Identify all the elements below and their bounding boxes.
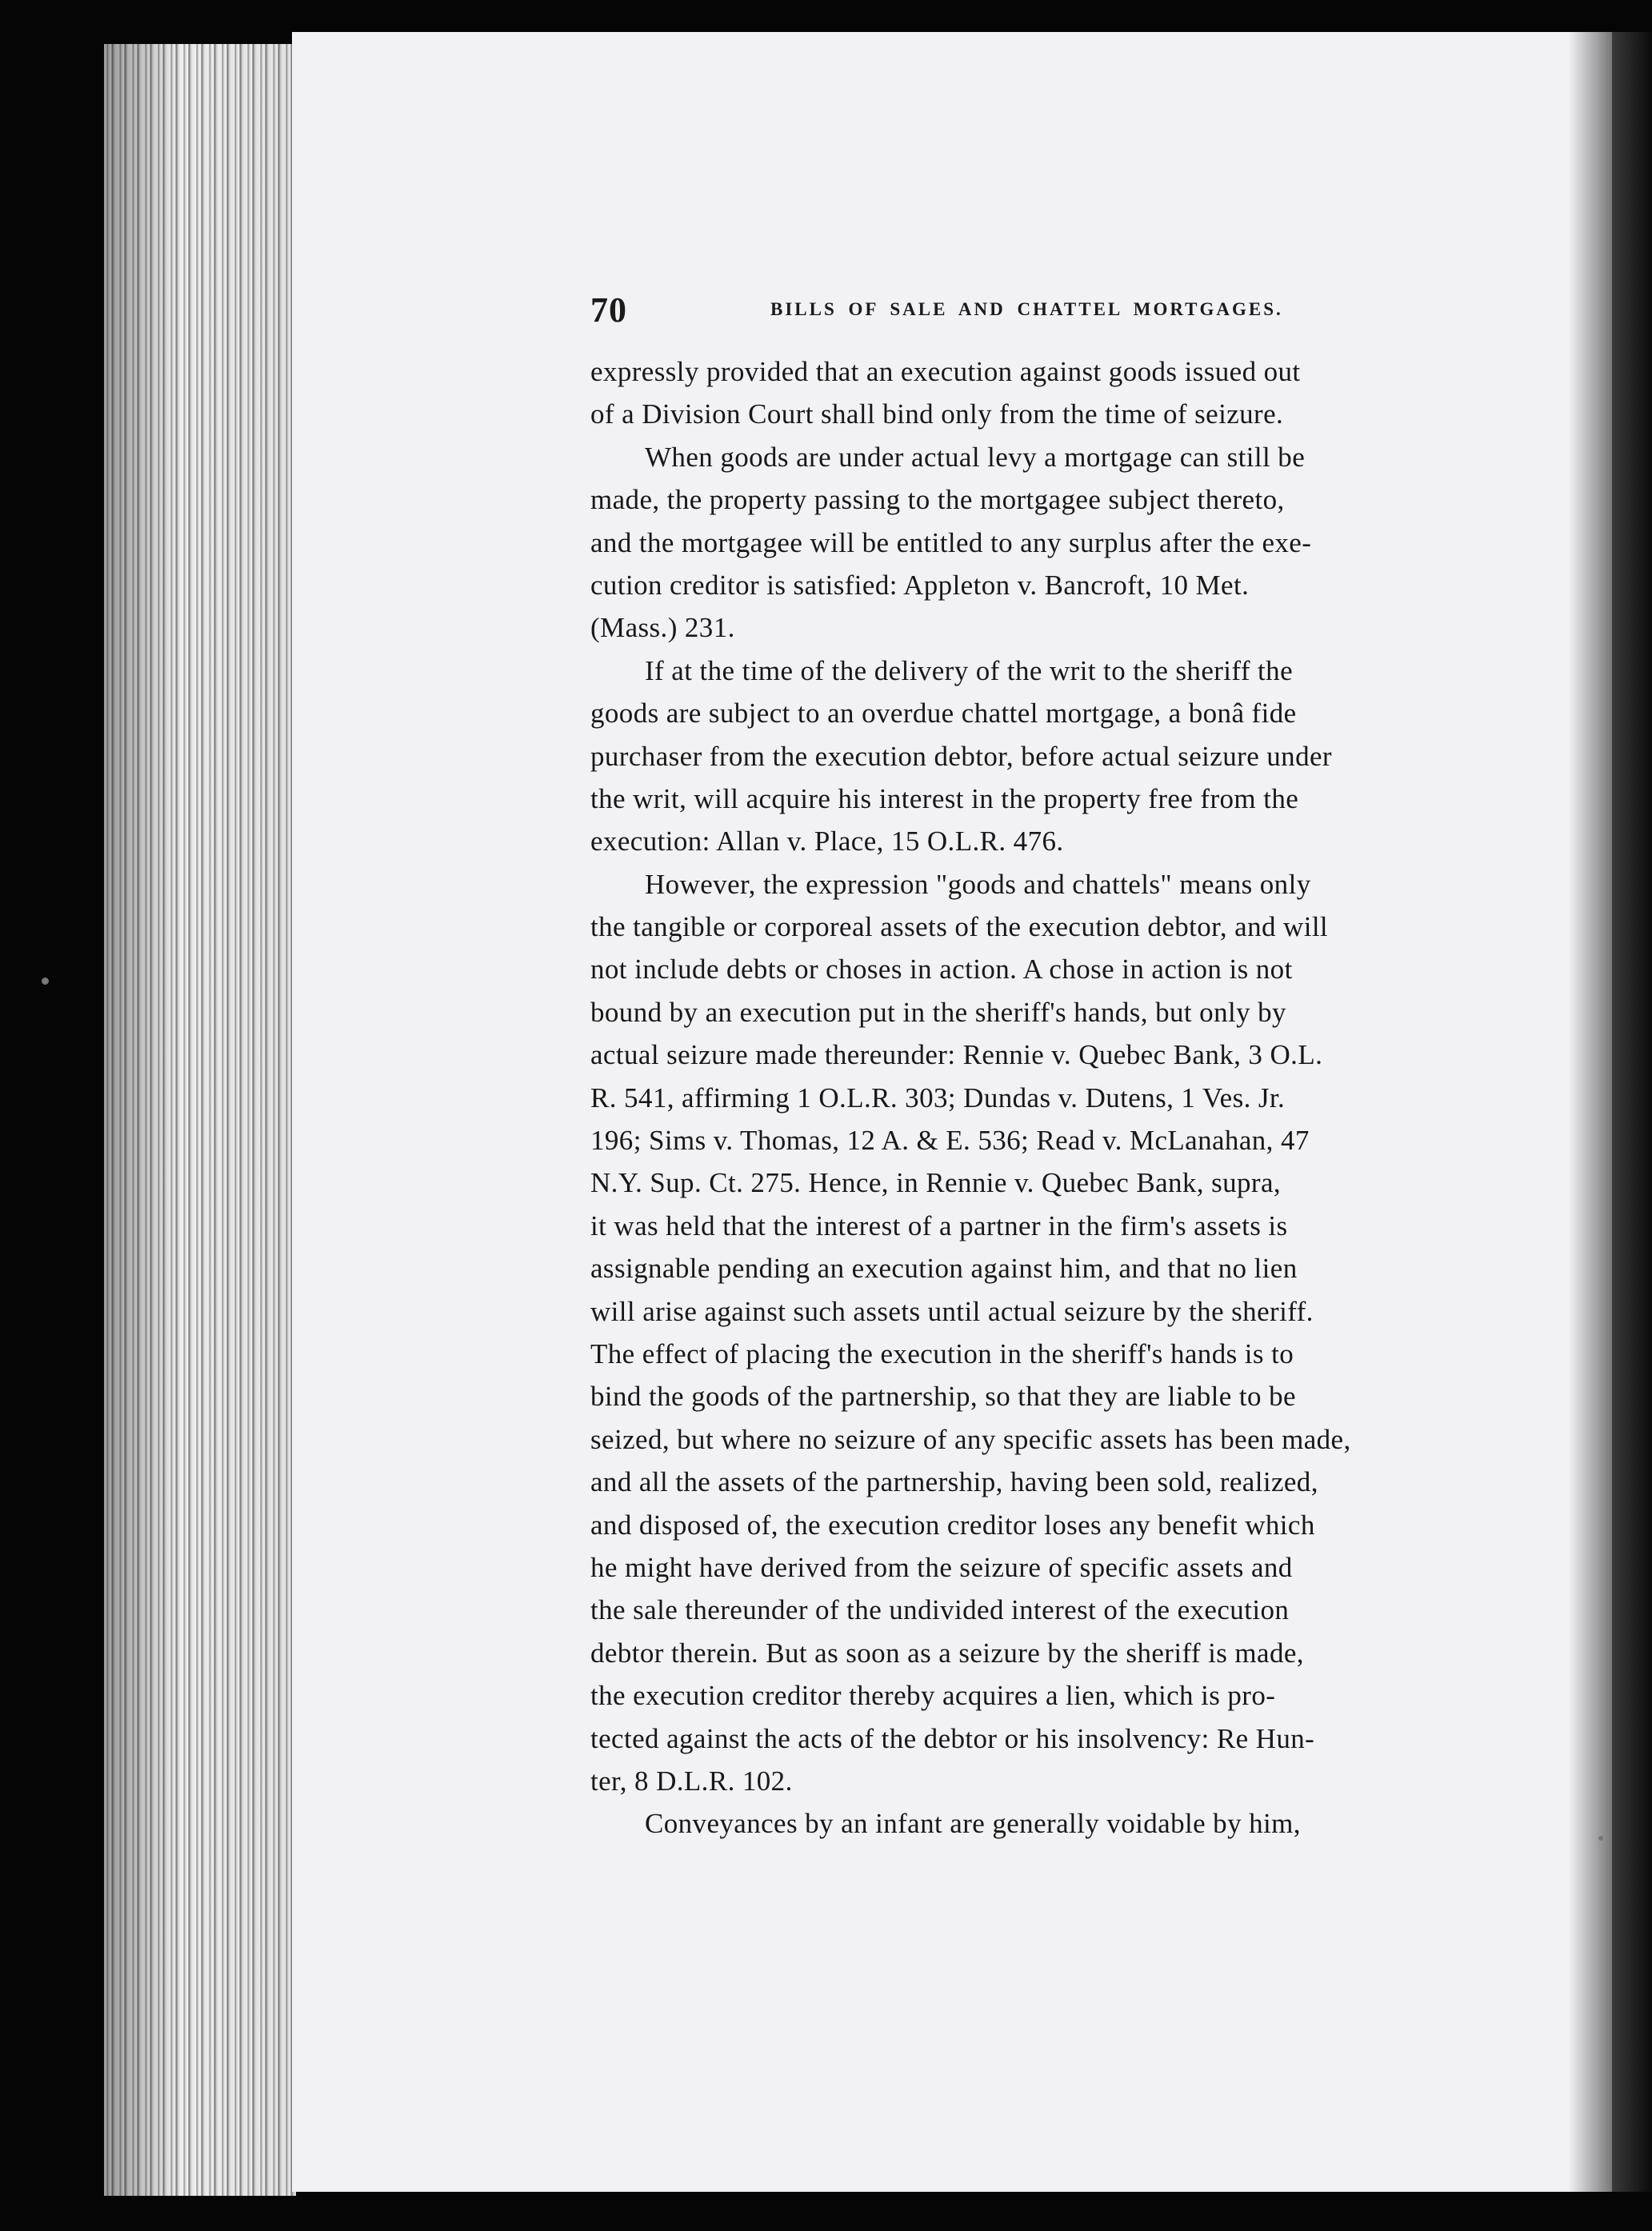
text-line: goods are subject to an overdue chattel mortgage, a bonâ fide [590, 698, 1297, 730]
text-line: N.Y. Sup. Ct. 275. Hence, in Rennie v. Quebec Bank, supra, [590, 1167, 1282, 1199]
text-line: However, the expression "goods and chattels" means only [645, 868, 1311, 900]
text-line: expressly provided that an execution against goods issued out [590, 356, 1301, 387]
scan-speck [42, 978, 49, 985]
text-line: R. 541, affirming 1 O.L.R. 303; Dundas v. Dutens, 1 Ves. Jr. [590, 1082, 1286, 1114]
text-line: assignable pending an execution against him, and that no lien [590, 1253, 1298, 1285]
text-line: actual seizure made thereunder: Rennie v. Quebec Bank, 3 O.L. [590, 1039, 1323, 1071]
scan-speck [1598, 1836, 1603, 1841]
body-text [590, 350, 1507, 1845]
text-line: Conveyances by an infant are generally voidable by him, [645, 1808, 1301, 1840]
text-line: seized, but where no seizure of any specific assets has been made, [590, 1423, 1351, 1455]
text-line: purchaser from the execution debtor, before actual seizure under [590, 740, 1332, 772]
text-line: made, the property passing to the mortgagee subject thereto, [590, 484, 1285, 516]
text-line: will arise against such assets until actual seizure by the sheriff. [590, 1295, 1314, 1327]
running-head-title: BILLS OF SALE AND CHATTEL MORTGAGES. [770, 299, 1283, 319]
text-line: and disposed of, the execution creditor loses any benefit which [590, 1509, 1315, 1541]
text-line: If at the time of the delivery of the writ to the sheriff the [645, 654, 1294, 686]
text-line: he might have derived from the seizure of specific assets and [590, 1551, 1293, 1583]
text-line: and all the assets of the partnership, having been sold, realized, [590, 1466, 1318, 1498]
text-line: bind the goods of the partnership, so that they are liable to be [590, 1381, 1296, 1413]
text-line: the execution creditor thereby acquires a lien, which is pro- [590, 1680, 1276, 1712]
text-line: it was held that the interest of a partner in the firm's assets is [590, 1209, 1288, 1241]
text-line: debtor therein. But as soon as a seizure by the sheriff is made, [590, 1637, 1304, 1669]
text-line: not include debts or choses in action. A chose in action is not [590, 954, 1293, 986]
text-line: the tangible or corporeal assets of the execution debtor, and will [590, 911, 1329, 943]
text-line: and the mortgagee will be entitled to any surplus after the exe- [590, 526, 1312, 558]
text-line: cution creditor is satisfied: Appleton v. Bancroft, 10 Met. [590, 569, 1250, 601]
text-line: When goods are under actual levy a mortgage can still be [645, 441, 1306, 473]
text-line: the writ, will acquire his interest in the property free from the [590, 782, 1299, 814]
running-head [590, 290, 1510, 338]
text-line: The effect of placing the execution in the sheriff's hands is to [590, 1337, 1294, 1369]
page-number: 70 [590, 290, 627, 330]
text-line: tected against the acts of the debtor or his insolvency: Re Hun- [590, 1722, 1315, 1754]
text-line: of a Division Court shall bind only from the time of seizure. [590, 398, 1284, 430]
text-line: ter, 8 D.L.R. 102. [590, 1765, 793, 1797]
text-line: 196; Sims v. Thomas, 12 A. & E. 536; Read v. McLanahan, 47 [590, 1125, 1310, 1157]
text-line: execution: Allan v. Place, 15 O.L.R. 476. [590, 826, 1064, 858]
text-line: bound by an execution put in the sheriff's hands, but only by [590, 996, 1286, 1028]
book-right-edge [1612, 32, 1652, 2192]
text-line: the sale thereunder of the undivided interest of the execution [590, 1594, 1290, 1626]
text-line: (Mass.) 231. [590, 612, 735, 644]
book-page-edges [104, 44, 296, 2196]
